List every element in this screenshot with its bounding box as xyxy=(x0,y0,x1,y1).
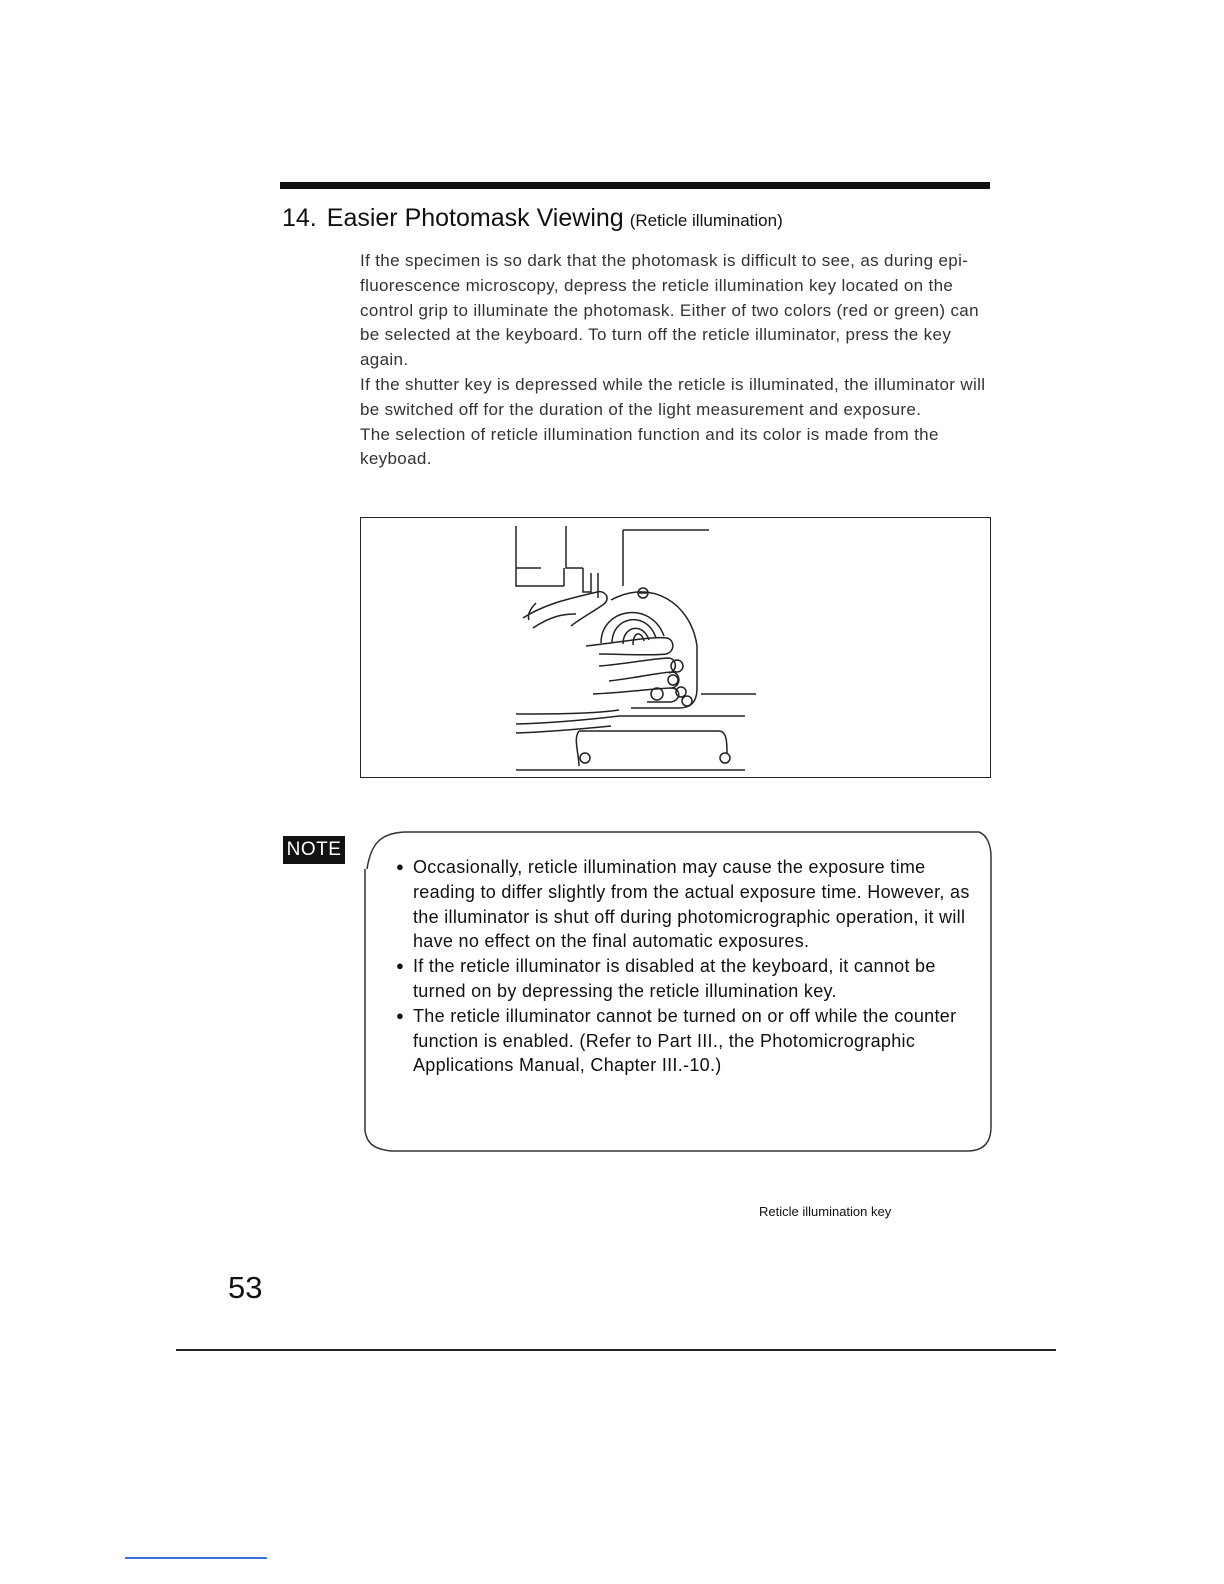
bottom-rule xyxy=(176,1349,1056,1351)
note-item: ● Occasionally, reticle illumination may cause the exposure time reading to differ slightly from the actual exposure time. However, as the illuminator is shut off during photomicrographic operation, it will have no effect on the final automatic exposures. xyxy=(396,855,976,954)
section-title xyxy=(282,204,783,233)
paragraph: The selection of reticle illumination function and its color is made from the keyboad. xyxy=(360,424,939,469)
top-rule xyxy=(280,182,990,189)
note-list xyxy=(396,855,976,1078)
body-text xyxy=(360,249,1000,472)
control-grip-illustration xyxy=(361,518,992,779)
section-title-text: Easier Photomask Viewing xyxy=(326,204,624,232)
page-number: 53 xyxy=(228,1270,263,1305)
note-badge: NOTE xyxy=(283,836,345,864)
section-subtitle: (Reticle illumination) xyxy=(629,211,783,230)
paragraph: If the specimen is so dark that the photomask is difficult to see, as during epi-fluorescence microscopy, depress the reticle illumination key located on the control grip to illuminate the photomask. Either of two colors (red or green) can be selected at the keyboard. To turn off the reticle illuminator, press the key again. xyxy=(360,251,979,370)
callout-reticle-illumination-key: Reticle illumination key xyxy=(759,1204,892,1219)
footer-link-underline xyxy=(125,1557,267,1559)
note-item: ● If the reticle illuminator is disabled at the keyboard, it cannot be turned on by depressing the reticle illumination key. xyxy=(396,954,976,1004)
section-number: 14. xyxy=(282,204,317,232)
paragraph: If the shutter key is depressed while the reticle is illuminated, the illuminator will be switched off for the duration of the light measurement and exposure. xyxy=(360,374,986,419)
note-item: ● The reticle illuminator cannot be turned on or off while the counter function is enabled. (Refer to Part III., the Photomicrographic Applications Manual, Chapter III.-10.) xyxy=(396,1004,976,1078)
